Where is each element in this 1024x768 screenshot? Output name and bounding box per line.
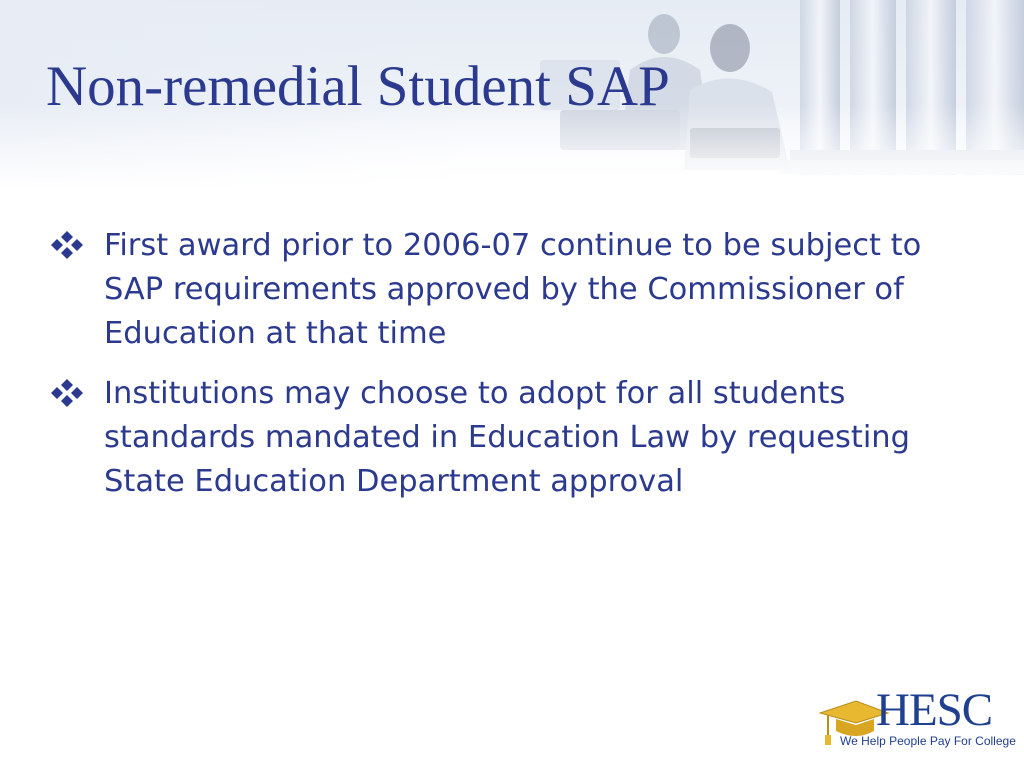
diamond-bullet-icon (50, 378, 84, 408)
diamond-bullet-icon (50, 230, 84, 260)
bullet-text: First award prior to 2006-07 continue to be subject to SAP requirements approved by the Commissioner of Education at that time (104, 228, 922, 351)
slide-title: Non-remedial Student SAP (46, 55, 670, 118)
bullet-text: Institutions may choose to adopt for all students standards mandated in Education Law by requesting State Education Department approval (104, 376, 911, 499)
logo-wordmark: HESC (876, 684, 993, 736)
list-item (50, 224, 950, 356)
bullet-list (50, 224, 950, 520)
hesc-logo (818, 684, 1016, 755)
list-item (50, 372, 950, 504)
logo-tagline: We Help People Pay For College (840, 734, 1016, 748)
